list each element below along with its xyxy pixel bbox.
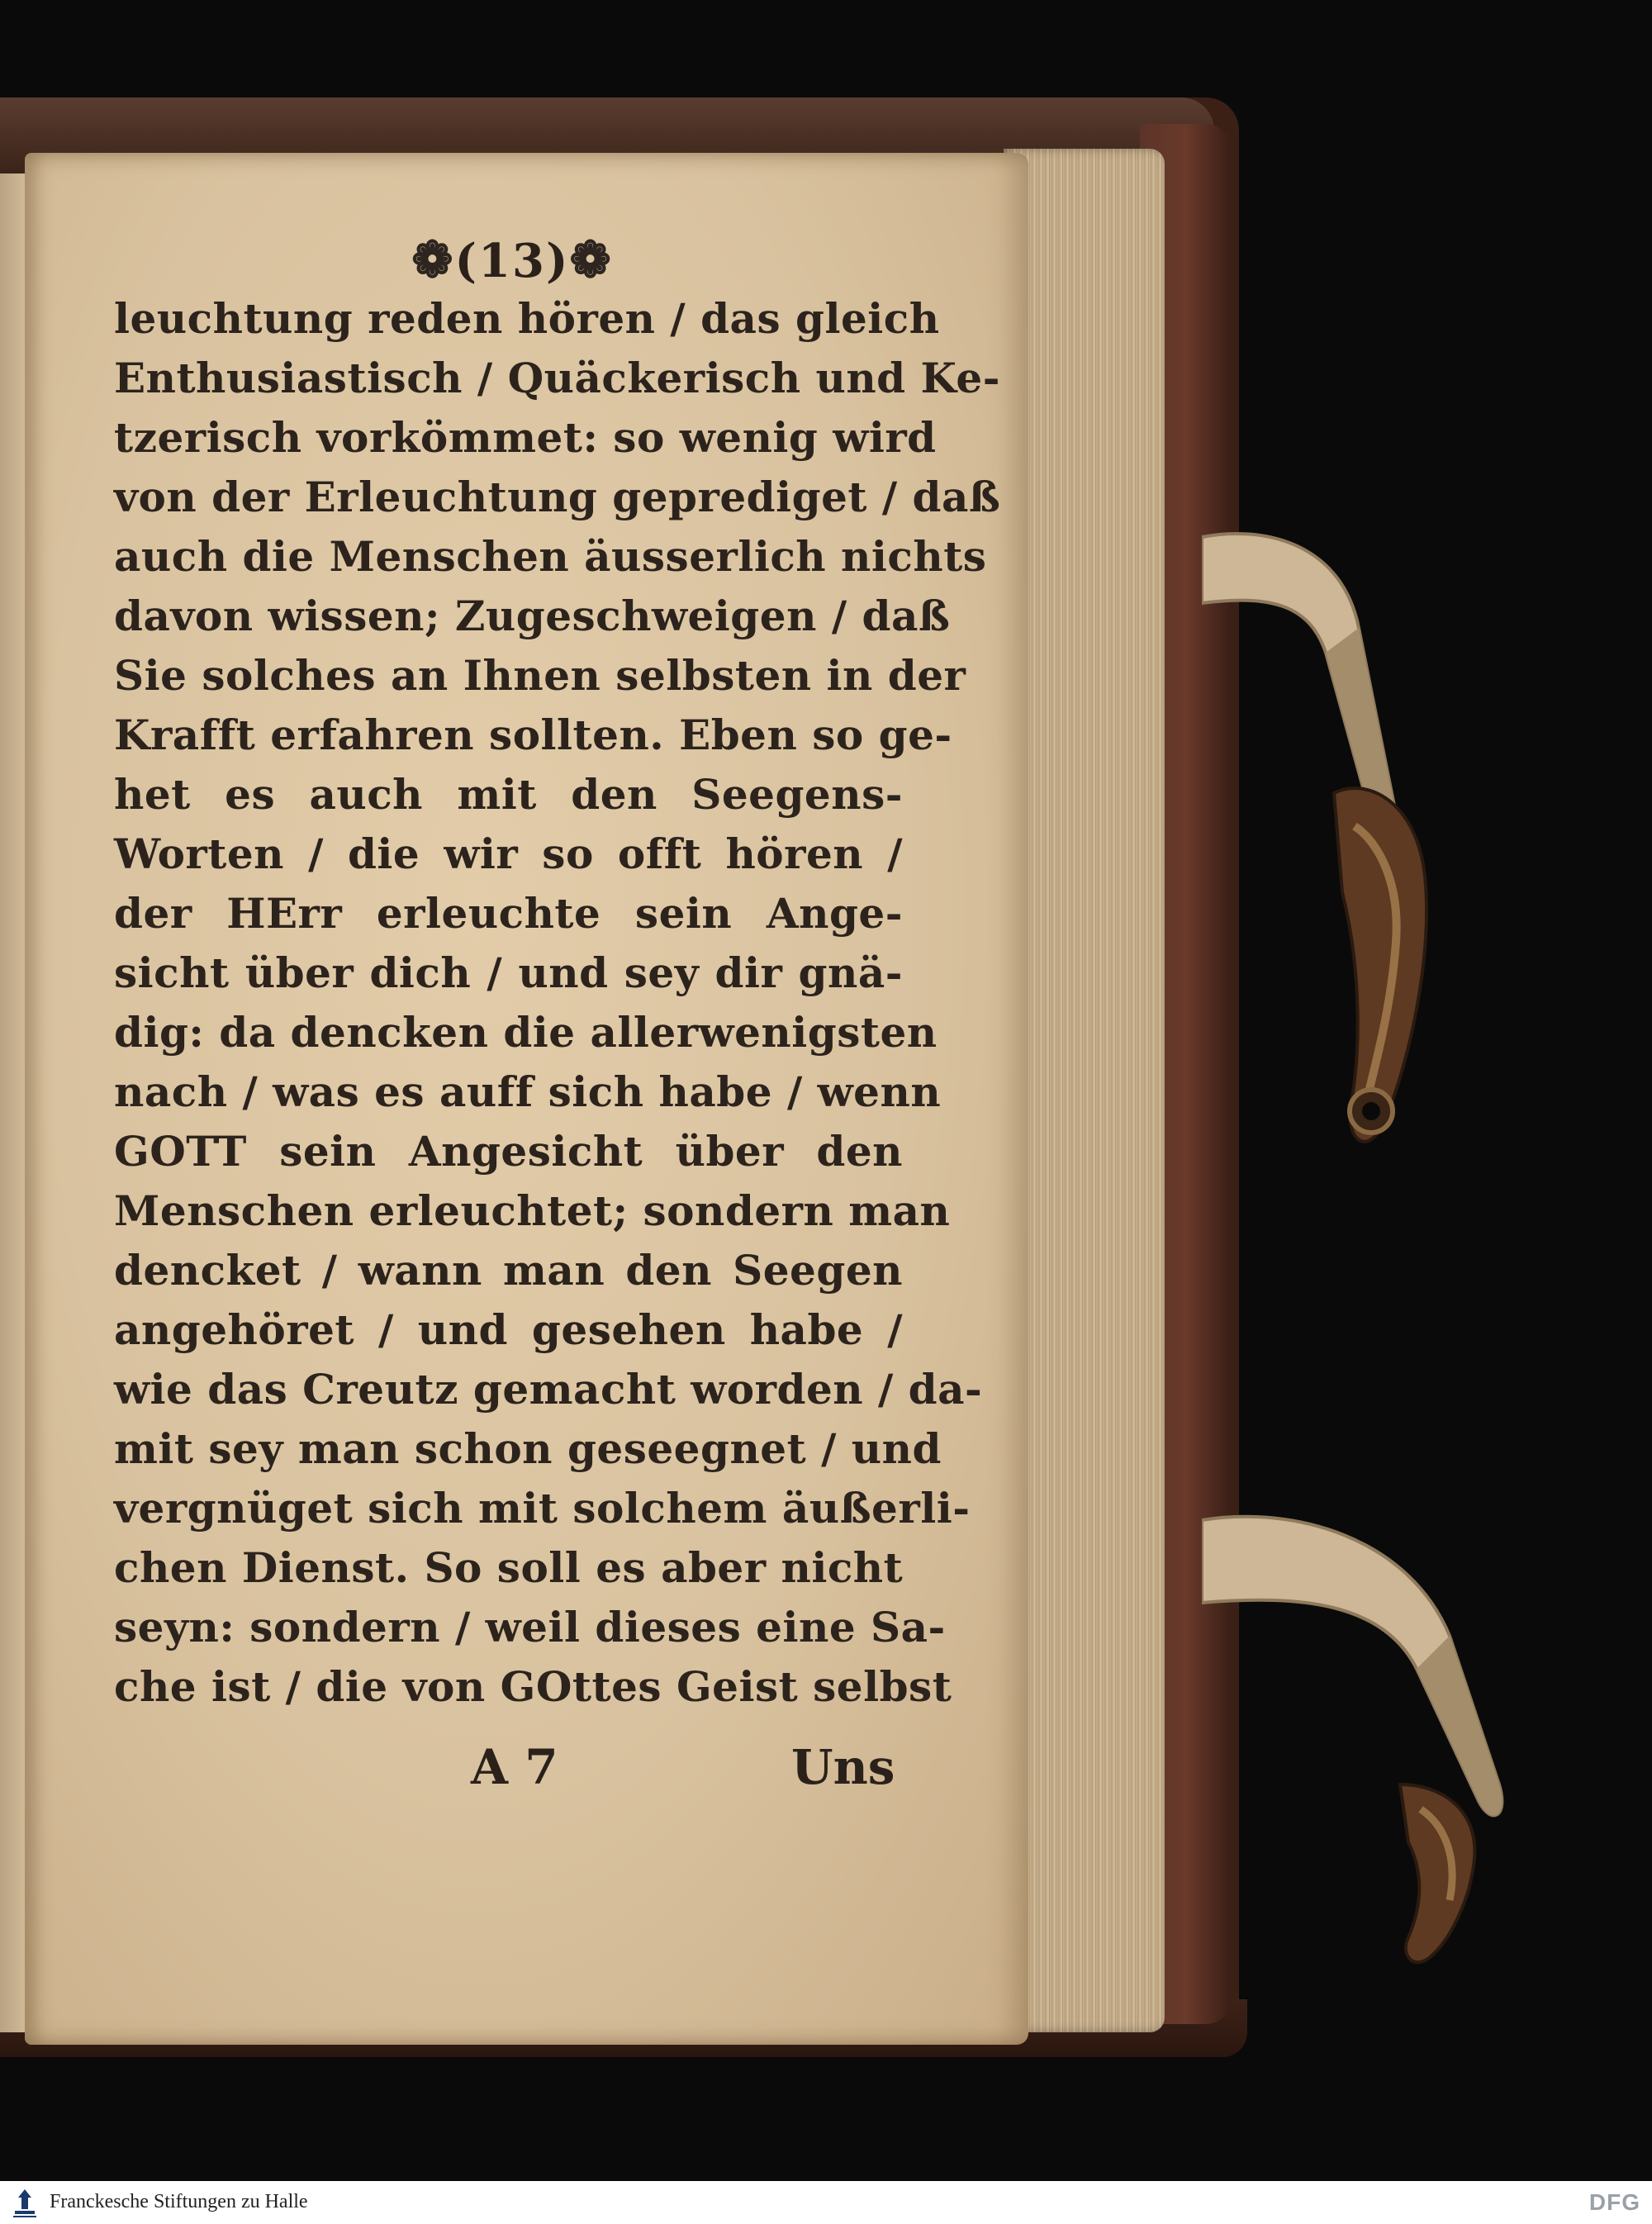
ornament-left-icon: ❁ [411, 231, 455, 289]
text-line: het es auch mit den Seegens- [114, 770, 903, 819]
text-line: dig: da dencken die allerwenigsten [114, 1008, 938, 1057]
page-number: (13) [454, 234, 570, 288]
text-line: wie das Creutz gemacht worden / da- [114, 1365, 983, 1414]
text-line: dencket / wann man den Seegen [114, 1246, 903, 1295]
text-line: davon wissen; Zugeschweigen / daß [114, 592, 951, 640]
text-line: Enthusiastisch / Quäckerisch und Ke- [114, 354, 1000, 402]
text-line: che ist / die von GOttes Geist selbst [114, 1662, 952, 1711]
text-line: Sie solches an Ihnen selbsten in der [114, 651, 966, 700]
institution-label: Franckesche Stiftungen zu Halle [50, 2191, 308, 2212]
text-line: GOTT sein Angesicht über den [114, 1127, 903, 1176]
clasp-strap-lower [1202, 1512, 1516, 1975]
clasp-strap-upper [1202, 529, 1474, 1157]
text-line: der HErr erleuchte sein Ange- [114, 889, 903, 938]
page-number-header [388, 231, 636, 289]
text-line: tzerisch vorkömmet: so wenig wird [114, 413, 937, 462]
signature-mark: A 7 [471, 1739, 558, 1795]
text-line: von der Erleuchtung geprediget / daß [114, 473, 1001, 521]
text-line: leuchtung reden hören / das gleich [114, 294, 940, 343]
text-line: Menschen erleuchtet; sondern man [114, 1186, 951, 1235]
dfg-logo: DFG [1588, 2189, 1640, 2215]
text-line: seyn: sondern / weil dieses eine Sa- [114, 1603, 946, 1651]
institution-logo-icon [7, 2184, 43, 2221]
text-line: nach / was es auff sich habe / wenn [114, 1067, 942, 1116]
text-line: chen Dienst. So soll es aber nicht [114, 1543, 904, 1592]
ornament-right-icon: ❁ [569, 231, 613, 289]
text-line: mit sey man schon geseegnet / und [114, 1424, 942, 1473]
page-text [114, 289, 1001, 1717]
text-line: sicht über dich / und sey dir gnä- [114, 948, 903, 997]
text-line: Krafft erfahren sollten. Eben so ge- [114, 710, 952, 759]
text-line: Worten / die wir so offt hören / [114, 829, 903, 878]
text-line: vergnüget sich mit solchem äußerli- [114, 1484, 971, 1533]
catchword: Uns [791, 1739, 895, 1795]
text-line: angehöret / und gesehen habe / [114, 1305, 903, 1354]
text-line: auch die Menschen äusserlich nichts [114, 532, 987, 581]
